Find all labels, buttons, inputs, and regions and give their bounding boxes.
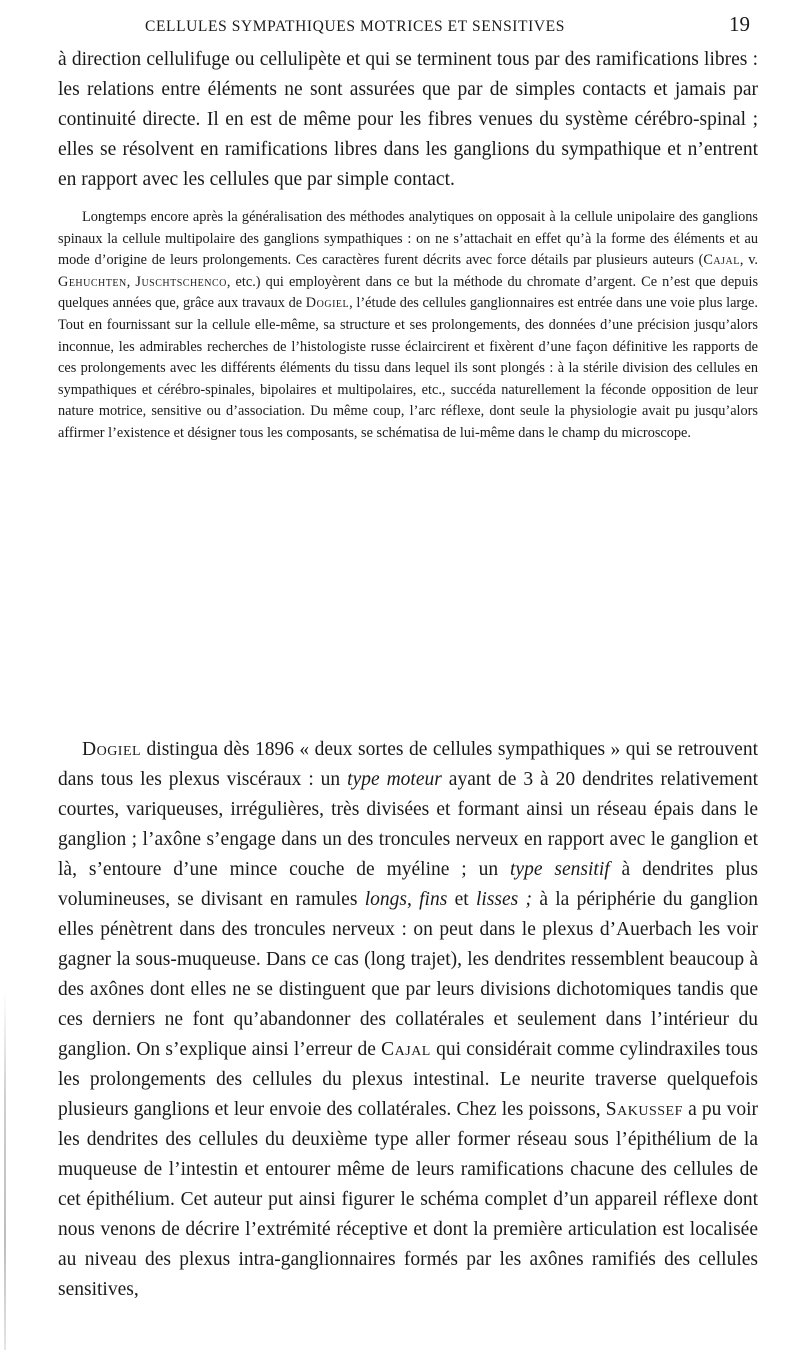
text-run: à la périphérie du ganglion elles pénètrent dans des troncules nerveux : on peut dans le plexus d’Auerbach les voir gagner la sous-muqueuse. Dans ce cas (long trajet), les dendrites ressemblent beaucoup à des axônes dont elles ne se distinguent que par leurs divisions dichotomiques tandis que ces derniers ne font qu’abandonner des collatérales et seulement dans l’intérieur du ganglion. On s’explique ainsi l’erreur de — [58, 889, 758, 1060]
running-title: CELLULES SYMPATHIQUES MOTRICES ET SENSITIVES — [145, 18, 565, 35]
italic-term: type sensitif — [510, 859, 610, 880]
author-name: Juschtschenco — [135, 273, 227, 290]
page-number: 19 — [729, 12, 750, 36]
paragraph-text — [58, 207, 758, 445]
text-run: et — [447, 889, 476, 910]
small-print-paragraph — [58, 207, 758, 445]
paragraph-text: à direction cellulifuge ou cellulipète et qui se terminent tous par des ramifications libres : les relations entre éléments ne sont assurées que par de simples contacts et jamais par continuité directe. Il en est de même pour les fibres venues du système cérébro-spinal ; elles se résolvent en ramifications libres dans les ganglions du sympathique et n’entrent en rapport avec les cellules que par simple contact. — [58, 49, 758, 190]
scan-edge-shadow — [4, 990, 6, 1350]
italic-term: fins — [419, 889, 448, 910]
text-run: à dendrites plus volumineuses, se divisant en ramules — [58, 859, 758, 910]
paragraph-text — [58, 735, 758, 1305]
text-run: qui considérait comme cylindraxiles tous les prolongements des cellules du plexus intestinal. Le neurite traverse quelquefois plusieurs ganglions et leur envoie des collatérales. Chez les poissons, — [58, 1039, 758, 1120]
paragraph-dogiel — [58, 735, 758, 1305]
author-name: Dogiel — [305, 295, 350, 312]
italic-term: longs — [364, 889, 407, 910]
text-run: distingua dès 1896 « deux sortes de cellules sympathiques » qui se retrouvent dans tous les plexus viscéraux : un — [58, 739, 758, 790]
text-run: , etc.) qui employèrent dans ce but la méthode du chromate d’argent. Ce n’est que depuis quelques années que, grâce aux travaux de — [58, 273, 759, 312]
text-run: , — [126, 273, 136, 290]
text-run: , l’étude des cellules ganglionnaires est entrée dans une voie plus large. Tout en fournissant sur la cellule elle-même, sa structure et ses prolongements, des données d’une précision jusqu’alors inconnue, les admirables recherches de l’histologiste russe éclaircirent et fixèrent d’une façon définitive les rapports de ces prolongements avec les différents éléments du tissu dans lequel ils sont plongés : à la stérile division des cellules en sympathiques et cérébro-spinales, bipolaires et multipolaires, etc., succéda naturellement la féconde opposition de leur nature motrice, sensitive ou d’association. Du même coup, l’arc réflexe, dont seule la physiologie avait pu jusqu’alors affirmer l’existence et désigner tous les composants, se schématisa de lui-même dans le champ du microscope. — [58, 295, 758, 441]
text-run: , — [406, 889, 420, 910]
author-name: Cajal — [381, 1039, 431, 1060]
author-name: Cajal — [703, 252, 740, 269]
text-run: , v. — [739, 252, 758, 269]
author-name: Gehuchten — [58, 273, 127, 290]
author-name: Sakussef — [605, 1099, 683, 1120]
text-run: Longtemps encore après la généralisation des méthodes analytiques on opposait à la cellule unipolaire des ganglions spinaux la cellule multipolaire des ganglions sympathiques : on ne s’attachait en effet qu’à la forme des éléments et au mode d’origine de leurs prolongements. Ces caractères furent décrits avec force détails par plusieurs auteurs ( — [58, 209, 758, 269]
italic-term: lisses ; — [475, 889, 533, 910]
text-run: ayant de 3 à 20 dendrites relativement courtes, variqueuses, irrégulières, très divisées et formant ainsi un réseau épais dans le ganglion ; l’axône s’engage dans un des troncules nerveux en rapport avec le ganglion et là, s’entoure d’une mince couche de myéline ; un — [58, 769, 758, 880]
italic-term: type moteur — [347, 769, 442, 790]
text-run: a pu voir les dendrites des cellules du deuxième type aller former réseau sous l’épithélium de la muqueuse de l’intestin et entourer même de leurs ramifications chacune des cellules de cet épithélium. Cet auteur put ainsi figurer le schéma complet d’un appareil réflexe dont nous venons de décrire l’extrémité réceptive et dont la première articulation est localisée au niveau des plexus intra-ganglionnaires formés par les axônes ramifiés des cellules sensitives, — [58, 1099, 758, 1300]
paragraph-continuation — [58, 45, 758, 195]
author-name: Dogiel — [82, 739, 142, 760]
page-header — [60, 10, 750, 40]
